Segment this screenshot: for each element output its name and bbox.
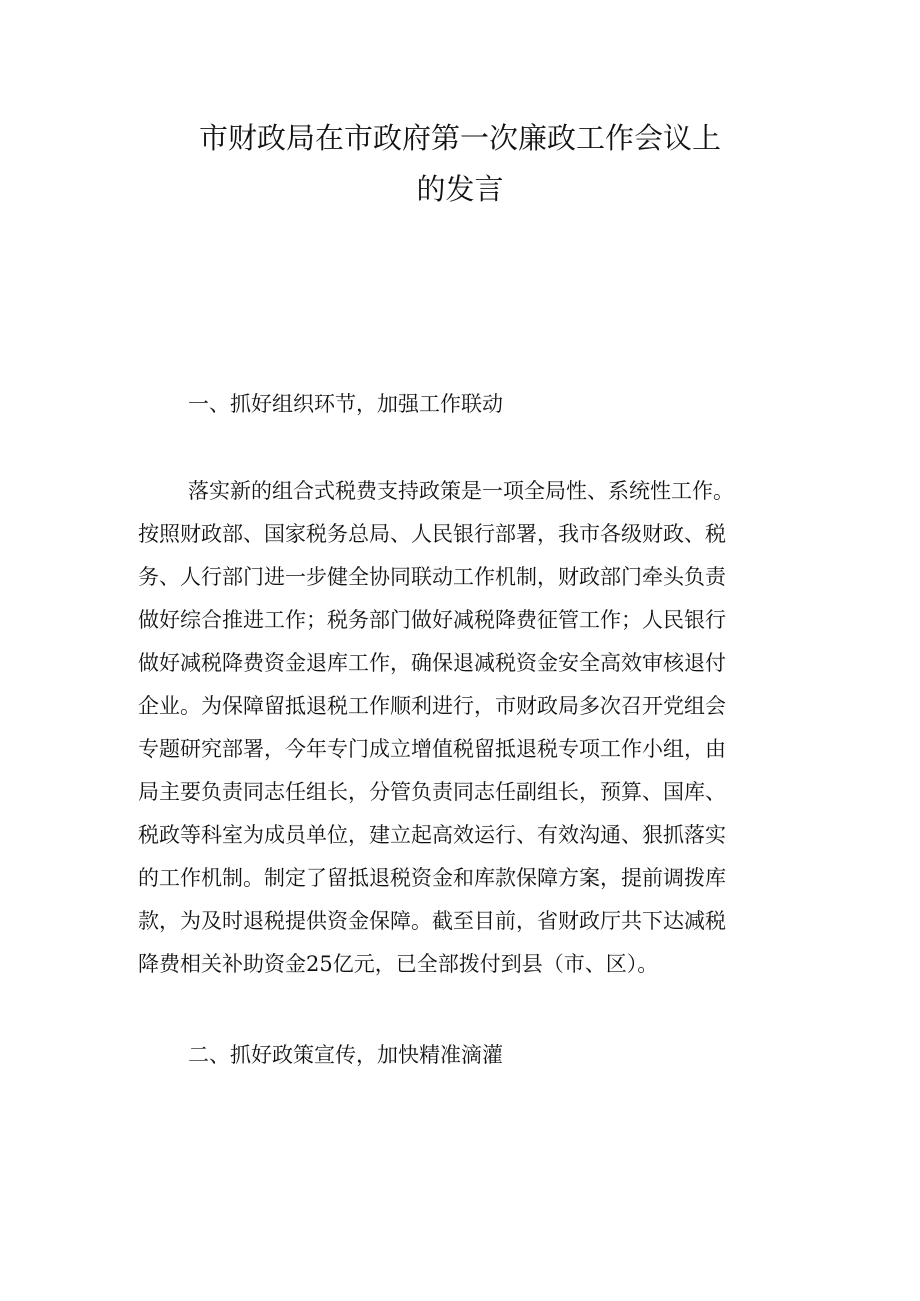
- paragraph-line: 款，为及时退税提供资金保障。截至目前，省财政厅共下达减税: [138, 909, 726, 933]
- document-title-line-2: 的发言: [416, 172, 504, 206]
- paragraph-line: 税政等科室为成员单位，建立起高效运行、有效沟通、狠抓落实: [138, 823, 726, 847]
- document-title-line-1: 市财政局在市政府第一次廉政工作会议上: [198, 121, 721, 155]
- paragraph-line: 的工作机制。制定了留抵退税资金和库款保障方案，提前调拨库: [138, 866, 726, 890]
- paragraph-line: 专题研究部署，今年专门成立增值税留抵退税专项工作小组，由: [138, 737, 726, 761]
- paragraph-line: 按照财政部、国家税务总局、人民银行部署，我市各级财政、税: [138, 522, 726, 546]
- paragraph-line: 落实新的组合式税费支持政策是一项全局性、系统性工作。: [188, 479, 734, 503]
- paragraph-line: 企业。为保障留抵退税工作顺利进行，市财政局多次召开党组会: [138, 694, 726, 718]
- paragraph-line: 务、人行部门进一步健全协同联动工作机制，财政部门牵头负责: [138, 565, 726, 589]
- section-2-heading: 二、抓好政策宣传，加快精准滴灌: [188, 1043, 503, 1067]
- section-1-heading: 一、抓好组织环节，加强工作联动: [188, 392, 503, 416]
- paragraph-line: 局主要负责同志任组长，分管负责同志任副组长，预算、国库、: [138, 780, 726, 804]
- paragraph-line: 做好减税降费资金退库工作，确保退减税资金安全高效审核退付: [138, 651, 726, 675]
- paragraph-line: 降费相关补助资金25亿元，已全部拨付到县（市、区）。: [138, 952, 659, 976]
- paragraph-line: 做好综合推进工作；税务部门做好减税降费征管工作；人民银行: [138, 608, 726, 632]
